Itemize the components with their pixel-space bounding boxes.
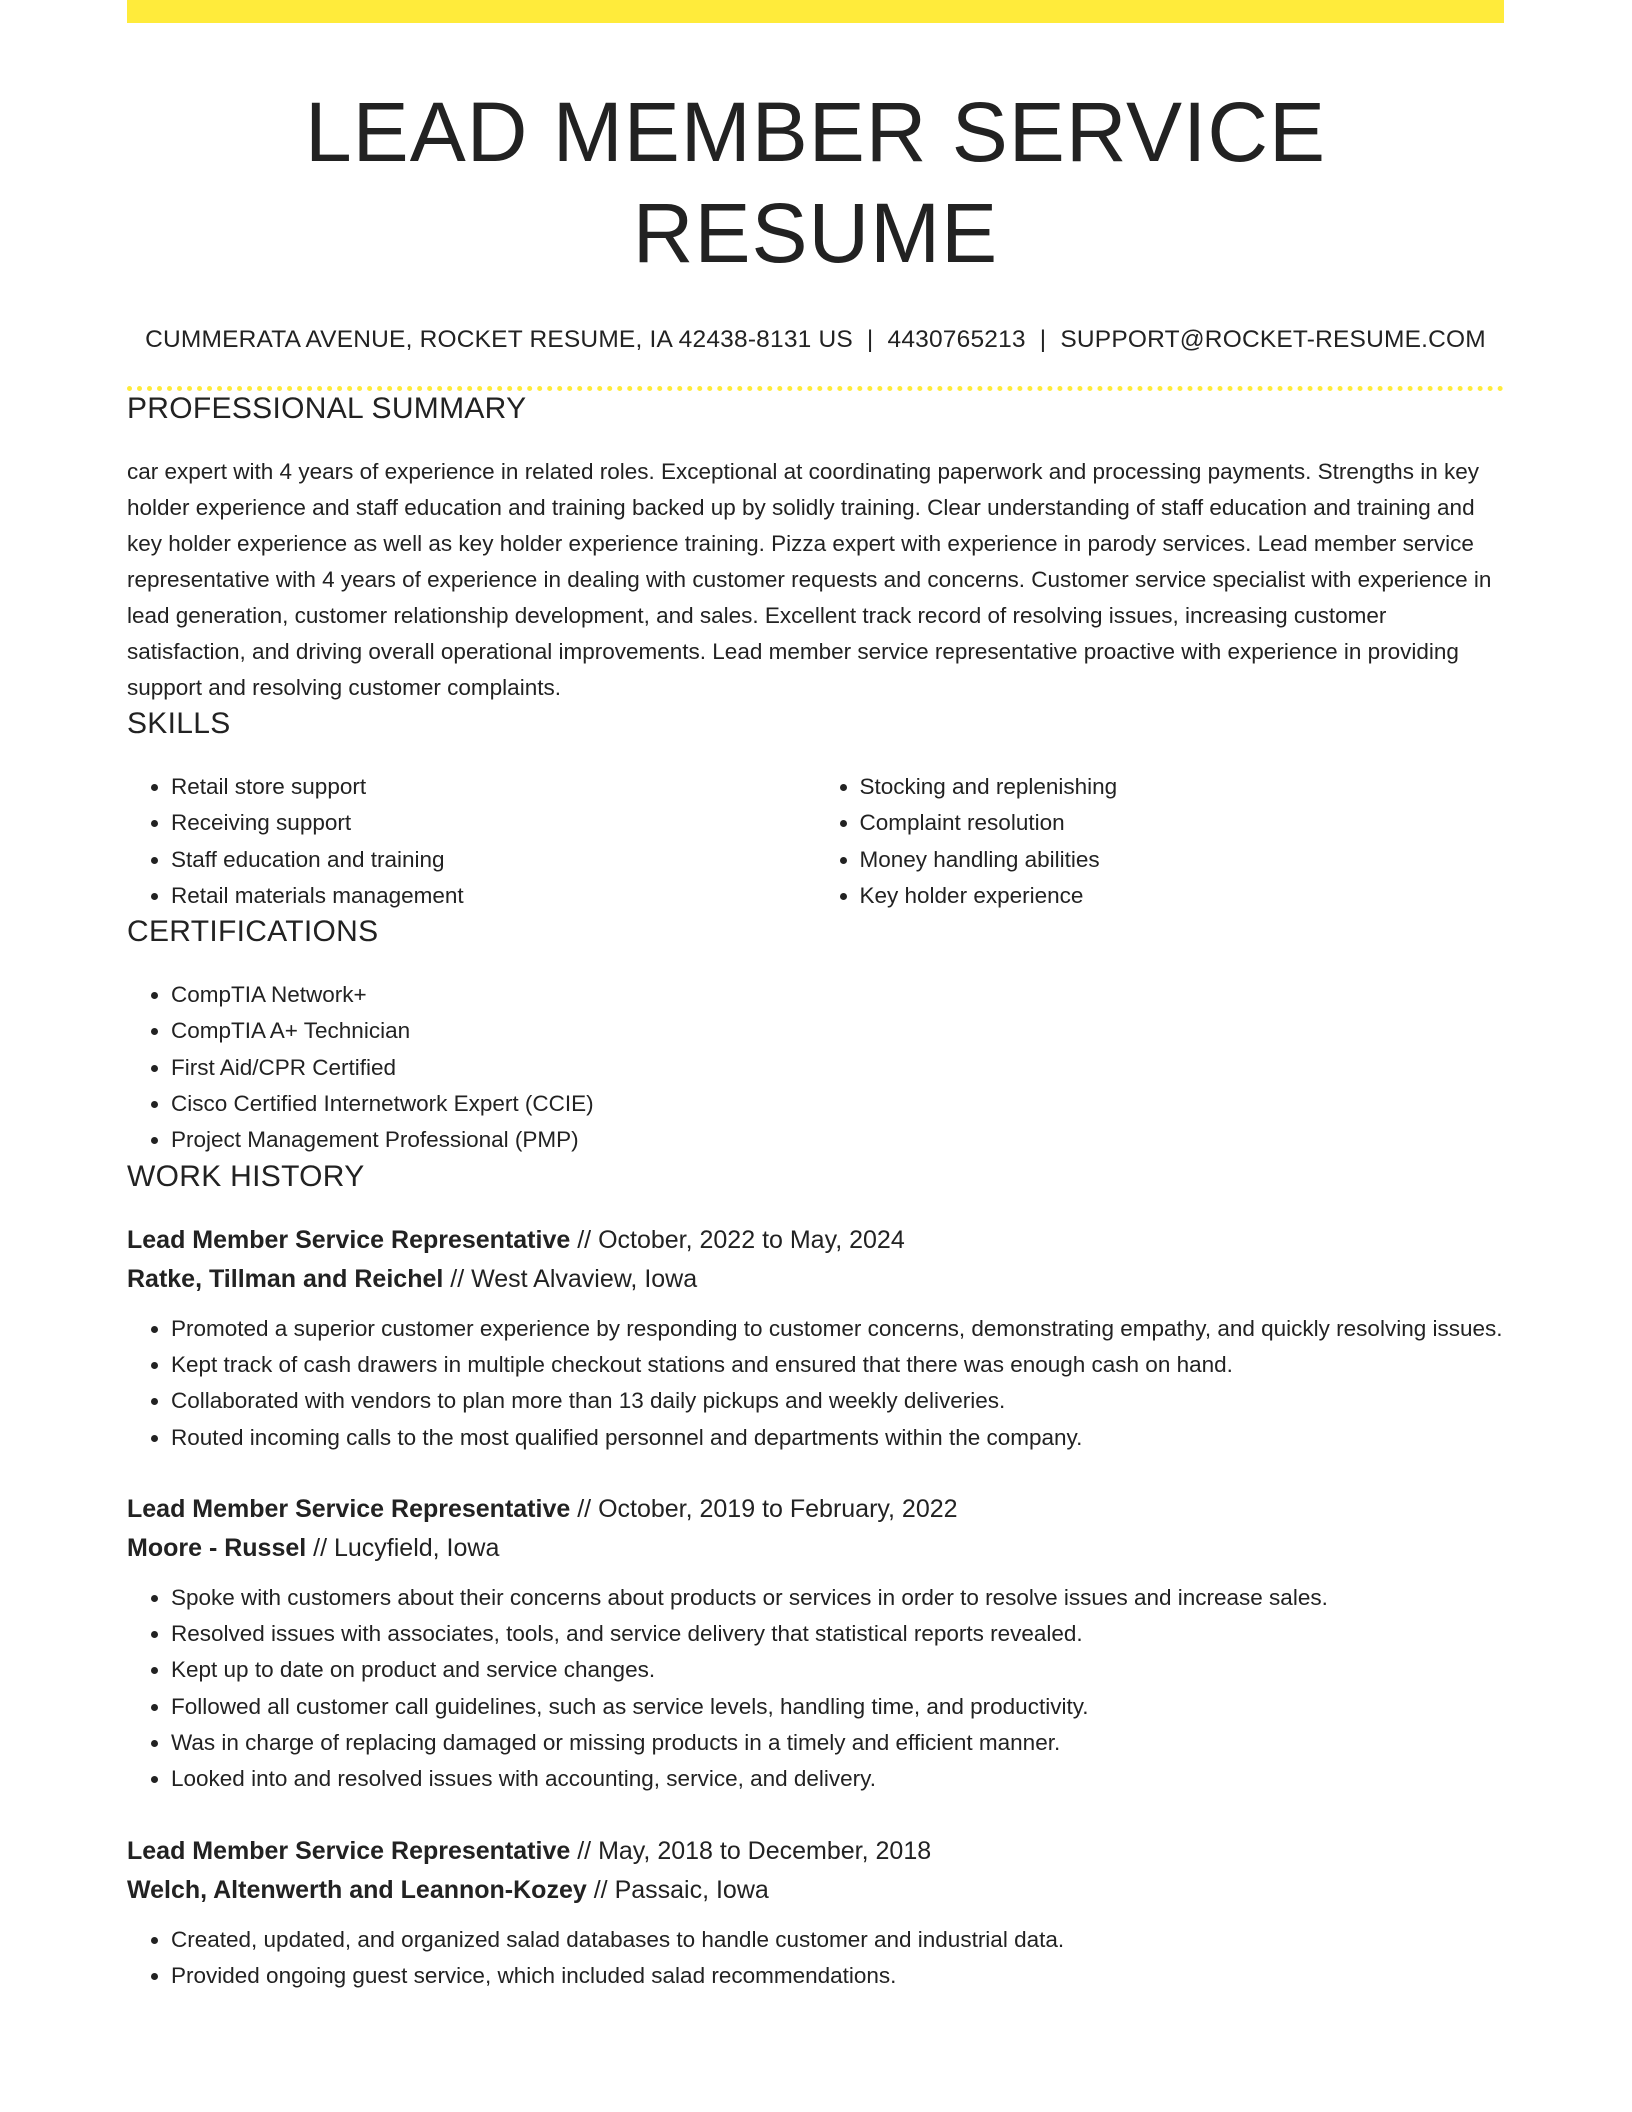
job-bullet: • Kept up to date on product and service changes. — [171, 1652, 1504, 1688]
skill-item: • Key holder experience — [860, 878, 1505, 914]
skills-heading: SKILLS — [127, 706, 231, 740]
job-location: Lucyfield, Iowa — [334, 1533, 500, 1562]
summary-heading: PROFESSIONAL SUMMARY — [127, 391, 527, 425]
resume-title: LEAD MEMBER SERVICE RESUME — [304, 85, 1327, 280]
job-company: Moore - Russel — [127, 1533, 307, 1562]
certification-item: • Cisco Certified Internetwork Expert (CCIE) — [171, 1086, 1504, 1122]
job-bullet: • Was in charge of replacing damaged or missing products in a timely and efficient manner. — [171, 1725, 1504, 1761]
job-entry — [127, 1832, 1504, 1995]
job-bullet: • Spoke with customers about their concerns about products or services in order to resolve issues and increase sales. — [171, 1580, 1504, 1616]
contact-phone: 4430765213 — [887, 325, 1026, 353]
job-separator: // — [306, 1533, 334, 1562]
job-role: Lead Member Service Representative — [127, 1494, 571, 1523]
skills-list-left — [127, 769, 816, 914]
certification-item: • CompTIA Network+ — [171, 977, 1504, 1013]
job-bullet: • Created, updated, and organized salad databases to handle customer and industrial data. — [171, 1922, 1504, 1958]
contact-separator: | — [1039, 325, 1047, 353]
job-bullet: • Followed all customer call guidelines, such as service levels, handling time, and productivity. — [171, 1689, 1504, 1725]
job-separator: // — [570, 1225, 599, 1254]
job-bullets — [127, 1311, 1504, 1456]
certification-item: • CompTIA A+ Technician — [171, 1013, 1504, 1049]
job-role: Lead Member Service Representative — [127, 1836, 571, 1865]
skill-item: • Receiving support — [171, 805, 816, 841]
job-bullets — [127, 1580, 1504, 1798]
job-role-line — [127, 1221, 1504, 1260]
job-role: Lead Member Service Representative — [127, 1225, 571, 1254]
contact-separator: | — [866, 325, 874, 353]
job-entry — [127, 1490, 1504, 1798]
contact-email: SUPPORT@ROCKET-RESUME.COM — [1060, 325, 1486, 353]
job-bullet: • Resolved issues with associates, tools, and service delivery that statistical reports revealed. — [171, 1616, 1504, 1652]
certifications-list — [127, 977, 1504, 1158]
job-bullet: • Promoted a superior customer experience by responding to customer concerns, demonstrating empathy, and quickly resolving issues. — [171, 1311, 1504, 1347]
job-dates: October, 2019 to February, 2022 — [598, 1494, 958, 1523]
job-location: Passaic, Iowa — [614, 1875, 769, 1904]
skills-list-right — [816, 769, 1505, 914]
job-company-line — [127, 1529, 1504, 1568]
job-role-line — [127, 1832, 1504, 1871]
job-entry — [127, 1221, 1504, 1456]
job-separator: // — [443, 1264, 472, 1293]
resume-page — [127, 0, 1504, 1994]
skill-item: • Money handling abilities — [860, 842, 1505, 878]
job-bullet: • Routed incoming calls to the most qualified personnel and departments within the company. — [171, 1420, 1504, 1456]
skills-columns — [127, 769, 1504, 914]
job-company-line — [127, 1871, 1504, 1910]
job-bullet: • Kept track of cash drawers in multiple checkout stations and ensured that there was enough cash on hand. — [171, 1347, 1504, 1383]
job-bullet: • Provided ongoing guest service, which included salad recommendations. — [171, 1958, 1504, 1994]
summary-text: car expert with 4 years of experience in related roles. Exceptional at coordinating paperwork and processing payments. Strengths in key holder experience and staff education and training backed up by solidly training. Clear understanding of staff education and training and key holder experience as well as key holder experience training. Pizza expert with experience in parody services. Lead member service representative with 4 years of experience in dealing with customer requests and concerns. Customer service specialist with experience in lead generation, customer relationship development, and sales. Excellent track record of resolving issues, increasing customer satisfaction, and driving overall operational improvements. Lead member service representative proactive with experience in providing support and resolving customer complaints. — [127, 458, 1492, 700]
job-separator: // — [570, 1836, 599, 1865]
job-separator: // — [570, 1494, 599, 1523]
job-dates: October, 2022 to May, 2024 — [598, 1225, 905, 1254]
skill-item: • Staff education and training — [171, 842, 816, 878]
job-bullets — [127, 1922, 1504, 1995]
work-history-heading: WORK HISTORY — [127, 1159, 365, 1193]
job-dates: May, 2018 to December, 2018 — [598, 1836, 932, 1865]
job-bullet: • Collaborated with vendors to plan more than 13 daily pickups and weekly deliveries. — [171, 1383, 1504, 1419]
skill-item: • Retail materials management — [171, 878, 816, 914]
job-role-line — [127, 1490, 1504, 1529]
job-bullet: • Looked into and resolved issues with accounting, service, and delivery. — [171, 1761, 1504, 1797]
certification-item: • Project Management Professional (PMP) — [171, 1122, 1504, 1158]
contact-line — [127, 325, 1504, 354]
certification-item: • First Aid/CPR Certified — [171, 1050, 1504, 1086]
skill-item: • Stocking and replenishing — [860, 769, 1505, 805]
skill-item: • Retail store support — [171, 769, 816, 805]
skill-item: • Complaint resolution — [860, 805, 1505, 841]
job-separator: // — [586, 1875, 615, 1904]
job-company: Ratke, Tillman and Reichel — [127, 1264, 444, 1293]
contact-address: CUMMERATA AVENUE, ROCKET RESUME, IA 42438-8131 US — [145, 325, 853, 353]
job-location: West Alvaview, Iowa — [471, 1264, 698, 1293]
certifications-heading: CERTIFICATIONS — [127, 915, 379, 949]
accent-top-bar — [127, 0, 1504, 23]
job-company: Welch, Altenwerth and Leannon-Kozey — [127, 1875, 587, 1904]
job-company-line — [127, 1260, 1504, 1299]
